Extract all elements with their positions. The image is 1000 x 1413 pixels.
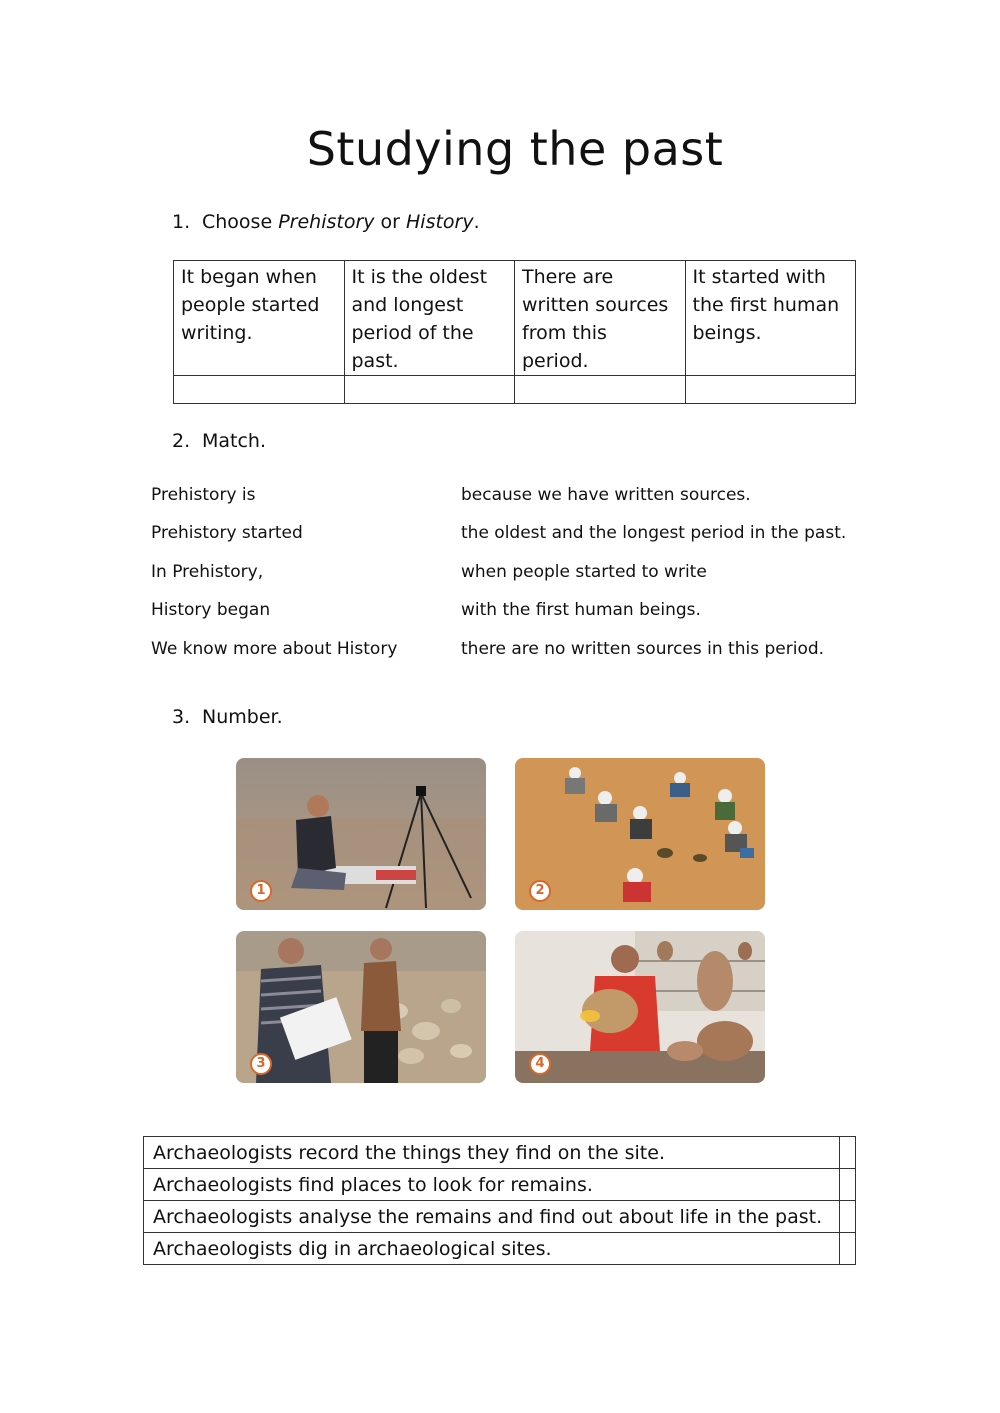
photo-number-badge: 1: [250, 880, 272, 902]
photo-surveying: [236, 758, 486, 910]
match-left-item[interactable]: In Prehistory,: [151, 562, 264, 582]
table-row: [144, 1201, 856, 1233]
photo-number-badge: 2: [529, 880, 551, 902]
q2-label: Match.: [202, 430, 267, 452]
match-right-item[interactable]: because we have written sources.: [461, 485, 751, 505]
choose-table: [173, 260, 856, 404]
photo-analysis: [515, 931, 765, 1083]
question-1-heading: [172, 211, 480, 233]
match-left-item[interactable]: Prehistory started: [151, 523, 303, 543]
q1-prefix: Choose: [202, 211, 279, 233]
page-title: Studying the past: [306, 122, 724, 176]
question-2-heading: [172, 430, 266, 452]
answer-cell[interactable]: [174, 376, 345, 404]
q3-label: Number.: [202, 706, 283, 728]
match-right-item[interactable]: when people started to write: [461, 562, 707, 582]
number-table: [143, 1136, 856, 1265]
table-row: [144, 1137, 856, 1169]
number-answer-box[interactable]: [840, 1169, 856, 1201]
answer-cell[interactable]: [515, 376, 686, 404]
number-answer-box[interactable]: [840, 1201, 856, 1233]
question-3-heading: [172, 706, 283, 728]
match-right-item[interactable]: with the first human beings.: [461, 600, 701, 620]
statement-cell: There are written sources from this period.: [515, 261, 686, 376]
answer-cell[interactable]: [344, 376, 515, 404]
number-answer-box[interactable]: [840, 1137, 856, 1169]
statement-cell: It began when people started writing.: [174, 261, 345, 376]
match-left-item[interactable]: We know more about History: [151, 639, 398, 659]
q1-mid: or: [374, 211, 407, 233]
statement-cell: Archaeologists analyse the remains and find out about life in the past.: [144, 1201, 840, 1233]
photo-number-badge: 4: [529, 1053, 551, 1075]
photo-number-badge: 3: [250, 1053, 272, 1075]
match-left-item[interactable]: Prehistory is: [151, 485, 256, 505]
q1-suffix: .: [473, 211, 480, 233]
match-left-item[interactable]: History began: [151, 600, 271, 620]
statement-cell: It is the oldest and longest period of the past.: [344, 261, 515, 376]
q1-option-history: History: [406, 211, 474, 233]
photo-recording: [236, 931, 486, 1083]
photo-excavation: [515, 758, 765, 910]
number-answer-box[interactable]: [840, 1233, 856, 1265]
answer-cell[interactable]: [685, 376, 856, 404]
question-number: 3.: [172, 706, 191, 728]
question-number: 2.: [172, 430, 191, 452]
question-number: 1.: [172, 211, 191, 233]
table-row: [144, 1169, 856, 1201]
statement-cell: Archaeologists dig in archaeological sites.: [144, 1233, 840, 1265]
match-right-item[interactable]: there are no written sources in this period.: [461, 639, 825, 659]
statement-cell: Archaeologists find places to look for remains.: [144, 1169, 840, 1201]
match-right-item[interactable]: the oldest and the longest period in the past.: [461, 523, 847, 543]
table-row: [144, 1233, 856, 1265]
statement-cell: It started with the first human beings.: [685, 261, 856, 376]
q1-option-prehistory: Prehistory: [278, 211, 375, 233]
statement-cell: Archaeologists record the things they find on the site.: [144, 1137, 840, 1169]
